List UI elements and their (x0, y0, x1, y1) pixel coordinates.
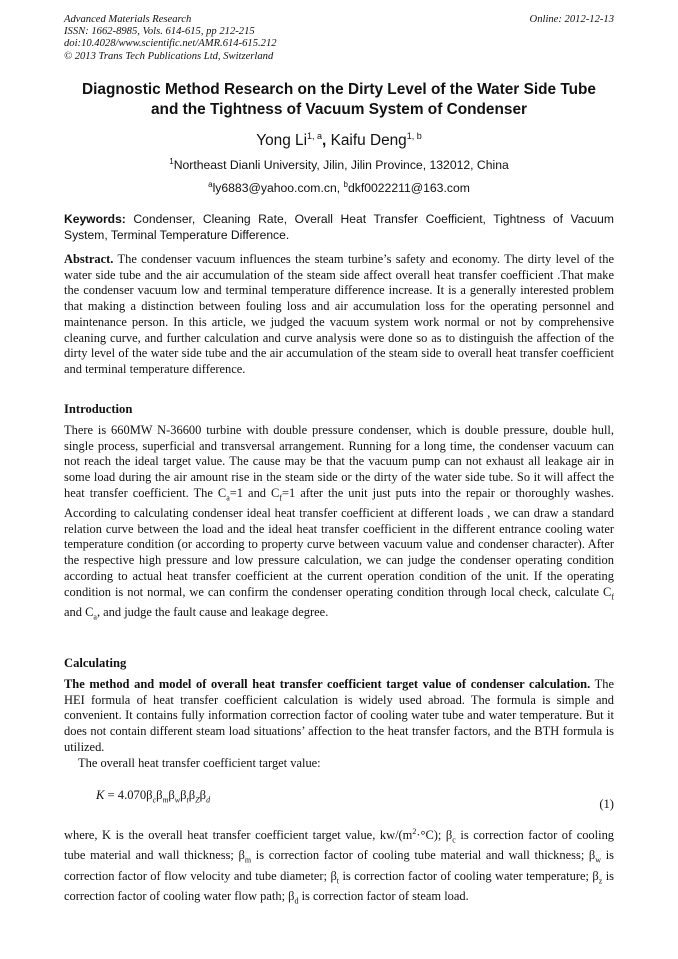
cf-subscript-2: f (611, 592, 614, 601)
introduction-body (64, 423, 614, 625)
formula-factor-m: β (156, 788, 163, 802)
author-1-affil: 1, a (307, 131, 323, 141)
formula-sub-d: d (206, 795, 211, 805)
where-sub-z: z (598, 876, 603, 885)
author-separator: , (322, 132, 331, 150)
author-2-affil: 1, b (406, 131, 422, 141)
equation-number: (1) (599, 797, 614, 811)
email-a[interactable]: ly6883@yahoo.com.cn, (212, 181, 344, 196)
title-line-2: and the Tightness of Vacuum System of Condenser (150, 101, 527, 118)
where-text-4: is correction factor of cooling tube material and wall thickness; β (251, 848, 596, 863)
introduction-heading: Introduction (64, 402, 133, 416)
formula-factor-w: β (168, 788, 175, 802)
affiliation (0, 157, 678, 172)
formula-coefficient: = 4.070 (104, 788, 147, 802)
journal-meta (64, 14, 277, 63)
intro-text-4: and C (64, 604, 94, 619)
email-b[interactable]: dkf0022211@163.com (347, 181, 470, 196)
intro-text-5: , and judge the fault cause and leakage degree. (96, 604, 329, 619)
where-sub-d: d (294, 896, 299, 906)
method-paragraph (64, 677, 614, 756)
doi-line: doi:10.4028/www.scientific.net/AMR.614-615.212 (64, 38, 277, 50)
paper-title (40, 80, 638, 120)
author-emails (0, 180, 678, 195)
keywords-label: Keywords: (64, 212, 126, 226)
target-value-line: The overall heat transfer coefficient target value: (78, 756, 321, 770)
intro-text-3: =1 after the unit just puts into the repair or thoroughly washes. According to calculating condenser ideal heat transfer coefficient at different loads , we can draw a standard relation curve between the load and the ideal heat transfer coefficient in the different entrance cooling water temperature condition (or according to property curve between vacuum value and condenser character). After the respective high pressure and low pressure calculation, we can judge the condenser operating condition according to actual heat transfer coefficient at the current operation condition of the unit. If the operating condition is not normal, we can confirm the condenser operating condition through local check, calculate C (64, 485, 614, 599)
formula-factor-c: β (146, 788, 153, 802)
intro-text-1: There is 660MW N-36600 turbine with double pressure condenser, which is double pressure, double hull, single process, superficial and transversal arrangement. Running for a long time, the condenser vacuum can not reach the ideal target value. The cause may be that the vacuum pump can not exhaust all leakage air in some load during the air amount rise in the steam side or the dirty of the water side tube. So it will affect the heat transfer coefficient. The C (64, 423, 614, 500)
abstract (64, 252, 614, 378)
journal-name: Advanced Materials Research (64, 14, 192, 25)
email-a-marker: a (208, 180, 213, 189)
online-date: Online: 2012-12-13 (529, 14, 614, 25)
affiliation-text: Northeast Dianli University, Jilin, Jilin Province, 132012, China (173, 158, 509, 173)
where-text-8: is correction factor of steam load. (298, 888, 469, 903)
where-paragraph (64, 824, 614, 909)
method-label: The method and model of overall heat transfer coefficient target value of condenser calculation. (64, 677, 591, 691)
where-text-3: is correction factor of cooling tube material and wall thickness; β (64, 828, 615, 863)
formula-sub-c: c (152, 795, 157, 805)
keywords-text: Condenser, Cleaning Rate, Overall Heat Transfer Coefficient, Tightness of Vacuum System, Terminal Temperature Difference. (64, 212, 614, 243)
equation-1 (96, 788, 210, 805)
author-list (0, 131, 678, 150)
formula-sub-m: m (162, 795, 169, 805)
where-sub-t: t (336, 876, 340, 885)
formula-sub-w: w (174, 795, 181, 805)
ca-subscript: a (226, 493, 230, 503)
formula-factor-d: β (199, 788, 207, 802)
affiliation-marker: 1 (169, 157, 174, 166)
title-line-1: Diagnostic Method Research on the Dirty Level of the Water Side Tube (82, 81, 596, 98)
method-text: The HEI formula of heat transfer coefficient calculation is widely used abroad. The formula is simple and convenient. It contains fully information correction factor of cooling water tube and water temperature. But it does not contain different steam load situations’ affection to the heat transfer factors, and the BTH formula is utilized. (64, 677, 614, 754)
formula-factor-t: β (180, 788, 187, 802)
where-sub-w: w (595, 855, 602, 865)
copyright-line: © 2013 Trans Tech Publications Ltd, Switzerland (64, 50, 274, 62)
formula-sub-t: t (186, 795, 189, 805)
where-sub-c: c (452, 835, 456, 845)
formula-factor-z: β (188, 788, 196, 802)
where-sup-2: 2 (412, 827, 417, 836)
where-text-2: ·°C); β (416, 828, 453, 843)
abstract-label: Abstract. (64, 252, 114, 266)
intro-text-2: =1 and C (229, 485, 280, 500)
calculating-heading: Calculating (64, 656, 127, 670)
formula-lhs: K (96, 788, 105, 802)
issn-line: ISSN: 1662-8985, Vols. 614-615, pp 212-215 (64, 26, 255, 38)
author-2: Kaifu Deng (330, 132, 407, 150)
cf-subscript: f (279, 493, 282, 503)
keywords (64, 211, 614, 243)
where-text-6: is correction factor of cooling water temperature; β (339, 868, 599, 883)
where-sub-m: m (244, 855, 252, 865)
formula-sub-z: Z (195, 795, 200, 805)
author-1: Yong Li (256, 132, 308, 150)
ca-subscript-2: a (93, 612, 97, 622)
where-text-7: is correction factor of cooling water flow path; β (64, 868, 614, 903)
where-text-5: is correction factor of flow velocity and tube diameter; β (64, 848, 614, 883)
email-b-marker: b (343, 180, 348, 189)
where-text-1: where, K is the overall heat transfer coefficient target value, kw/(m (64, 828, 413, 843)
abstract-text: The condenser vacuum influences the steam turbine’s safety and economy. The dirty level of the water side tube and the air accumulation of the steam side affect overall heat transfer coefficient .That make the condenser vacuum low and terminal temperature difference increase. It is a generally interested problem that making a distinction between fouling loss and air accumulation loss for the operating personnel and maintenance person. In this article, we judged the vacuum system work normal or not by comprehensive cleaning curve, and further calculation and curve analysis were done so as to distinguish the affection of the dirty level of the water side tube and the air accumulation of the steam side to overall heat transfer coefficient and terminal temperature difference. (64, 252, 614, 376)
